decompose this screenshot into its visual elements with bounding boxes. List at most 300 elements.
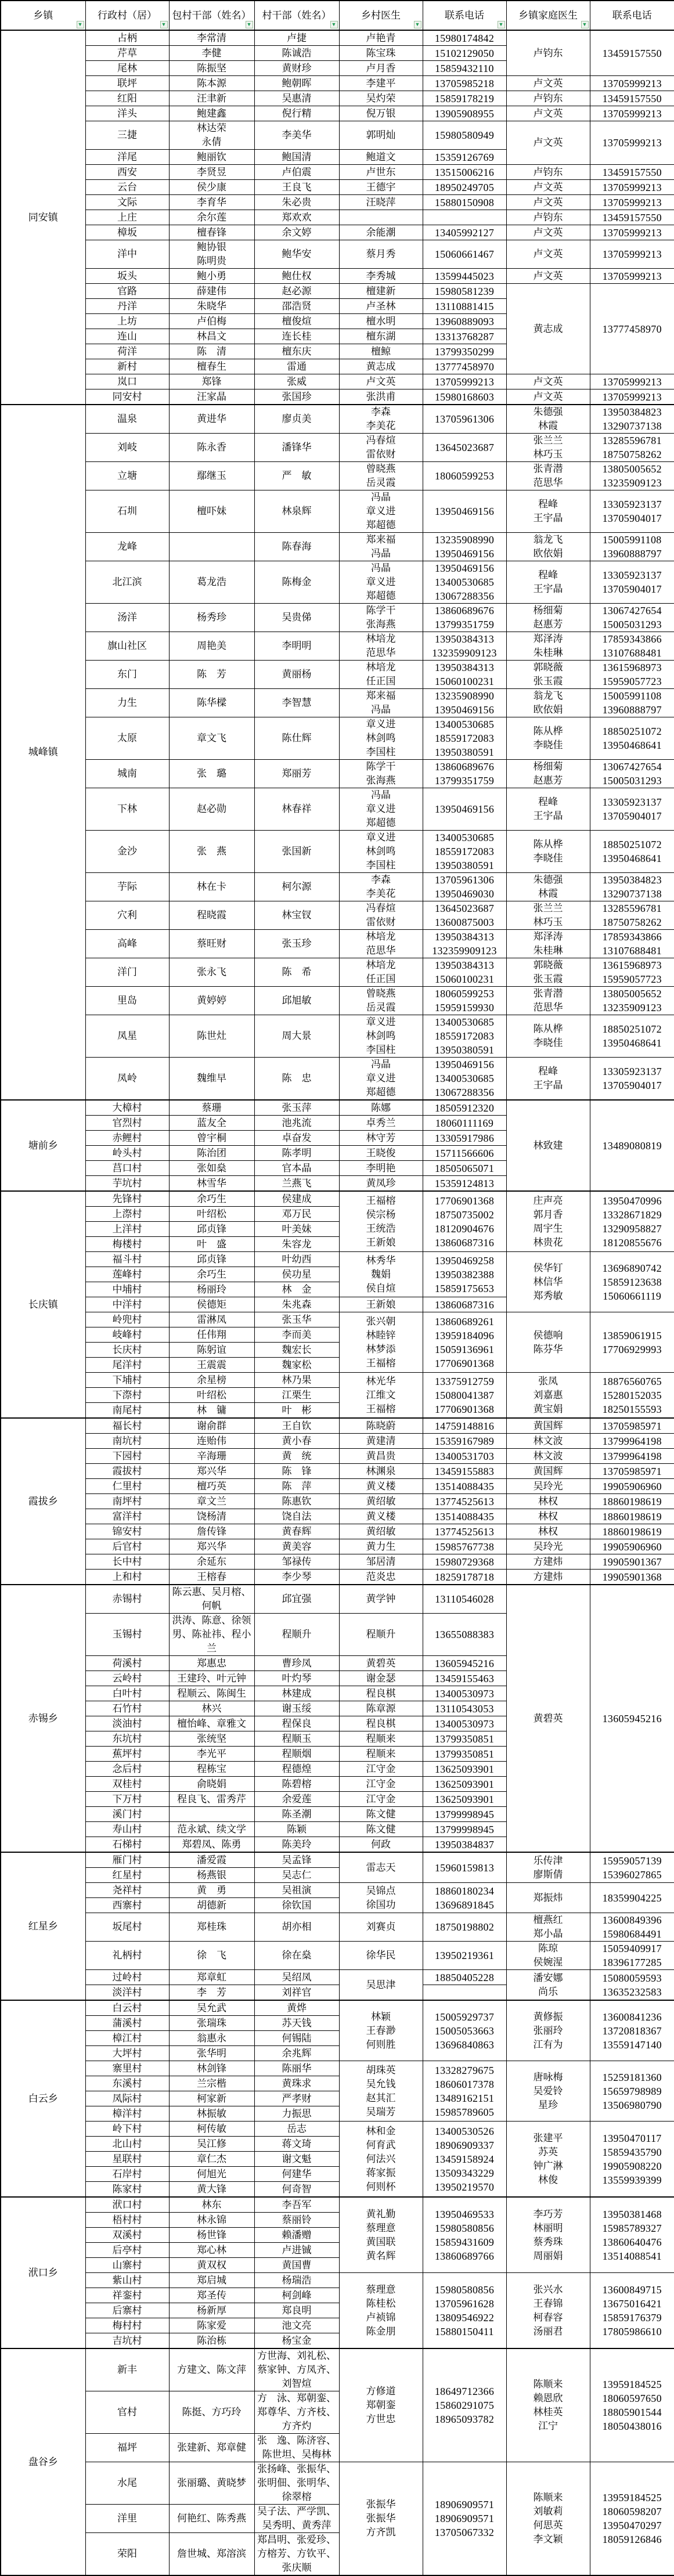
cell-doctor: 冯晶 章义进 郑超德 (339, 561, 423, 604)
cell-doctor: 陈文健 (339, 1807, 423, 1822)
cell-village: 旗山社区 (85, 632, 169, 661)
cell-cadre: 方建文、陈文萍 (169, 2348, 254, 2391)
column-header-label: 乡镇 (33, 9, 53, 21)
cell-doctor: 冯晶 章义进 郑超德 (339, 1058, 423, 1101)
cell-doctor: 林培龙 范思华 (339, 632, 423, 661)
cell-doctor: 程顺来 (339, 1731, 423, 1747)
cell-village: 同安村 (85, 389, 169, 405)
cell-cadre: 魏维早 (169, 1058, 254, 1101)
cell-official: 陈 萍 (254, 1479, 339, 1494)
cell-official: 雷通 (254, 359, 339, 374)
table-row (1, 91, 674, 106)
table-row (1, 1100, 674, 1116)
cell-village: 樟坂 (85, 225, 169, 240)
cell-phone: 13950469156 (423, 788, 506, 831)
cell-family-doctor: 陈从桦 李晓佳 (506, 717, 590, 760)
cell-family-doctor: 乐传津 廖斯倩 (506, 1852, 590, 1883)
cell-doctor: 林颖 王春渺 何则胜 (339, 2000, 423, 2061)
cell-official: 魏宏长 (254, 1343, 339, 1358)
cell-official: 林泉辉 (254, 490, 339, 533)
cell-family-phone: 13305923137 13705904017 (590, 788, 674, 831)
cell-village: 新丰 (85, 2348, 169, 2391)
cell-cadre: 李 芳 (169, 1985, 254, 2001)
table-row (1, 2197, 674, 2213)
cell-village: 下万村 (85, 1792, 169, 1807)
cell-cadre: 谢俞群 (169, 1418, 254, 1434)
cell-doctor: 吴思津 (339, 1970, 423, 2001)
cell-family-doctor: 李巧芳 林丽明 蔡秀珠 周丽娟 (506, 2197, 590, 2273)
cell-doctor: 程顺升 (339, 1614, 423, 1656)
cell-family-phone: 13459157550 (590, 30, 674, 76)
cell-family-phone: 18876560765 15280152035 18250155593 (590, 1373, 674, 1419)
cell-village: 红阳 (85, 91, 169, 106)
cell-official: 严孝财 (254, 2091, 339, 2106)
cell-family-phone: 13705999213 (590, 269, 674, 284)
cell-family-phone: 13805005652 13235909123 (590, 987, 674, 1015)
cell-cadre: 林永锦 (169, 2213, 254, 2228)
cell-cadre: 杨丽玲 (169, 1282, 254, 1297)
cell-official: 柯尔源 (254, 873, 339, 901)
cell-official: 张 逸、陈济容、陈世坦、吴梅林 (254, 2434, 339, 2462)
cell-family-phone: 13605945216 (590, 1585, 674, 1852)
filter-dropdown-icon[interactable]: ▼ (330, 21, 338, 28)
table-row (1, 717, 674, 760)
filter-dropdown-icon[interactable]: ▼ (414, 21, 421, 28)
cell-family-phone: 19905901367 (590, 1554, 674, 1570)
cell-family-doctor: 黄国辉 (506, 1464, 590, 1479)
cell-family-phone: 13959184525 18060597650 18805901544 18050438016 (590, 2348, 674, 2462)
cell-family-phone: 13777458970 (590, 284, 674, 374)
cell-phone: 15980729368 (423, 1554, 506, 1570)
cell-official: 赖潘赠 (254, 2228, 339, 2243)
cell-phone: 13860689676 13799351759 (423, 604, 506, 632)
cell-village: 联坪 (85, 76, 169, 91)
cell-village: 长庆村 (85, 1343, 169, 1358)
table-row (1, 1509, 674, 1524)
cell-cadre: 陈振坚 (169, 61, 254, 76)
cell-doctor: 江守金 (339, 1762, 423, 1777)
column-header-8 (590, 1, 674, 30)
cell-family-phone: 18860198619 (590, 1524, 674, 1539)
cell-cadre: 王建玲、叶元钟 (169, 1671, 254, 1686)
column-header-2 (85, 1, 169, 30)
cell-cadre: 鲍丽钦 (169, 150, 254, 165)
cell-cadre: 侯德矩 (169, 1297, 254, 1312)
cell-doctor: 范炎忠 (339, 1570, 423, 1585)
cell-cadre: 何旭光 (169, 2167, 254, 2182)
cell-cadre: 卢伯梅 (169, 314, 254, 329)
township-cell: 白云乡 (1, 2000, 85, 2197)
cell-official: 鲍朝晖 (254, 76, 339, 91)
cell-cadre: 余星榜 (169, 1373, 254, 1388)
cell-doctor: 汪晓萍 (339, 195, 423, 210)
filter-dropdown-icon[interactable]: ▼ (498, 21, 505, 28)
cell-cadre: 郑兴华 (169, 1539, 254, 1554)
cell-cadre: 杨新厚 (169, 2303, 254, 2318)
cell-cadre: 黄 勇 (169, 1883, 254, 1898)
cell-phone: 15359124813 (423, 1176, 506, 1192)
cell-phone: 18505065071 (423, 1161, 506, 1176)
cell-cadre: 柯传敏 (169, 2122, 254, 2137)
cell-village: 后官村 (85, 1539, 169, 1554)
cell-cadre: 程顺云、陈闽生 (169, 1686, 254, 1701)
cell-phone: 13375912759 15080041387 17706901368 (423, 1373, 506, 1419)
cell-village: 荷洋 (85, 344, 169, 359)
cell-phone: 18850405228 (423, 1970, 506, 1985)
cell-cadre: 陈躬谊 (169, 1343, 254, 1358)
cell-official: 林春祥 (254, 788, 339, 831)
cell-phone: 13705999213 (423, 374, 506, 389)
filter-dropdown-icon[interactable]: ▼ (246, 21, 253, 28)
cell-official: 陈碧榕 (254, 1777, 339, 1792)
cell-village: 莒口村 (85, 1161, 169, 1176)
cell-official: 郑欢欢 (254, 210, 339, 225)
township-cell: 盘谷乡 (1, 2348, 85, 2575)
cell-village: 凤星 (85, 1015, 169, 1058)
cell-village: 芋坑村 (85, 1176, 169, 1192)
table-row (1, 1434, 674, 1449)
cell-cadre: 林昌文 (169, 329, 254, 344)
table-row (1, 604, 674, 632)
cell-village: 岭头村 (85, 1146, 169, 1161)
cell-official: 周大景 (254, 1015, 339, 1058)
cell-doctor: 卢月香 (339, 61, 423, 76)
cell-village: 仁里村 (85, 1479, 169, 1494)
table-row (1, 1252, 674, 1267)
cell-cadre (169, 533, 254, 561)
cell-village: 连山 (85, 329, 169, 344)
cell-family-phone: 13305923137 13705904017 (590, 490, 674, 533)
cell-family-phone: 15080059593 13635232583 (590, 1970, 674, 2001)
cell-official: 余文婷 (254, 225, 339, 240)
cell-family-phone: 13705999213 (590, 106, 674, 121)
cell-official: 邹禄传 (254, 1554, 339, 1570)
cell-family-phone: 13067427654 15005031293 (590, 760, 674, 788)
cell-cadre: 余尔莲 (169, 210, 254, 225)
cell-village: 西安 (85, 165, 169, 180)
cell-cadre: 洪涛、陈意、徐领男、陈祉祎、程小兰 (169, 1614, 254, 1656)
cell-official: 李智慧 (254, 689, 339, 717)
cell-cadre: 张 燕 (169, 831, 254, 873)
column-header-label: 行政村（居） (98, 9, 157, 21)
cell-village: 双溪村 (85, 2228, 169, 2243)
cell-village: 礼柄村 (85, 1942, 169, 1970)
cell-family-doctor: 卢文英 (506, 121, 590, 165)
cell-family-doctor: 黄修振 张丽玲 江有为 (506, 2000, 590, 2061)
cell-village: 北江滨 (85, 561, 169, 604)
cell-official: 黄春辉 (254, 1524, 339, 1539)
cell-doctor: 李明艳 (339, 1161, 423, 1176)
cell-doctor: 黄碧英 (339, 1656, 423, 1671)
cell-village: 后寨村 (85, 2303, 169, 2318)
cell-cadre: 雷淋凤 (169, 1312, 254, 1327)
cell-phone: 13799998945 (423, 1822, 506, 1837)
cell-cadre: 鄢继玉 (169, 462, 254, 490)
cell-village: 赤鲤村 (85, 1131, 169, 1146)
cell-cadre: 檀春锋 (169, 225, 254, 240)
table-row (1, 831, 674, 873)
cell-official: 江栗生 (254, 1388, 339, 1403)
cell-cadre: 林在卡 (169, 873, 254, 901)
cell-official: 黄珠求 (254, 2076, 339, 2091)
cell-cadre: 张统坚 (169, 1731, 254, 1747)
cell-village: 霞拔村 (85, 1464, 169, 1479)
cell-village: 洋尾 (85, 150, 169, 165)
table-row (1, 930, 674, 958)
cell-family-doctor: 郭晓薇 张玉霞 (506, 661, 590, 689)
cell-cadre: 杨燕银 (169, 1868, 254, 1883)
cell-doctor: 陈晓蔚 (339, 1418, 423, 1434)
cell-village: 龙峰 (85, 533, 169, 561)
cell-official: 吴祖演 (254, 1883, 339, 1898)
cell-village: 大樟村 (85, 1100, 169, 1116)
cell-doctor: 林渊泉 (339, 1464, 423, 1479)
cell-cadre: 饶杨清 (169, 1509, 254, 1524)
cell-family-doctor: 陈顺来 赖恩欣 林桂英 江宁 (506, 2348, 590, 2462)
cell-doctor: 刘赛贞 (339, 1913, 423, 1942)
cell-village: 力生 (85, 689, 169, 717)
cell-cadre: 李贤昱 (169, 165, 254, 180)
cell-family-phone: 13459157550 (590, 210, 674, 225)
cell-doctor: 张振华 张振华 方齐凯 (339, 2462, 423, 2576)
cell-village: 洑口村 (85, 2197, 169, 2213)
table-row (1, 661, 674, 689)
table-row (1, 490, 674, 533)
cell-village: 樟江村 (85, 2031, 169, 2046)
table-row (1, 225, 674, 240)
cell-official: 张国新 (254, 831, 339, 873)
cell-family-phone: 18850251072 13950468641 (590, 831, 674, 873)
cell-cadre: 陈永香 (169, 434, 254, 462)
cell-phone: 15859432110 (423, 61, 506, 76)
cell-village: 梅楼村 (85, 1237, 169, 1252)
table-row (1, 1479, 674, 1494)
cell-family-doctor: 张凤 刘嘉惠 黄宝娟 (506, 1373, 590, 1419)
table-row (1, 533, 674, 561)
cell-family-doctor: 张兰兰 林巧玉 (506, 901, 590, 930)
table-row (1, 689, 674, 717)
cell-cadre: 程晓霞 (169, 901, 254, 930)
cell-doctor: 程良棋 (339, 1716, 423, 1731)
cell-village: 芋际 (85, 873, 169, 901)
cell-village: 里岛 (85, 987, 169, 1015)
cell-cadre: 杨世锋 (169, 2228, 254, 2243)
cell-village: 赤锡村 (85, 1585, 169, 1614)
cell-family-phone: 13459157550 (590, 91, 674, 106)
cell-doctor: 郭明灿 (339, 121, 423, 150)
cell-official: 严 敏 (254, 462, 339, 490)
cell-cadre: 李健 (169, 46, 254, 61)
cell-doctor: 曾晓燕 岳灵霞 (339, 987, 423, 1015)
table-row (1, 389, 674, 405)
filter-dropdown-icon[interactable]: ▼ (77, 21, 84, 28)
table-row (1, 2273, 674, 2288)
cell-official: 蔡丽铃 (254, 2213, 339, 2228)
cell-doctor: 江守金 (339, 1777, 423, 1792)
cell-family-phone: 13799964198 (590, 1449, 674, 1464)
cell-family-doctor: 郭晓薇 张玉霞 (506, 958, 590, 987)
cell-official: 吴惠清 (254, 91, 339, 106)
cell-official: 余爱莲 (254, 1792, 339, 1807)
cell-cadre: 徐 飞 (169, 1942, 254, 1970)
cell-village: 寨里村 (85, 2061, 169, 2076)
cell-village: 洋头 (85, 106, 169, 121)
cell-village: 南坑村 (85, 1434, 169, 1449)
cell-family-doctor: 林文波 (506, 1449, 590, 1464)
cell-cadre: 黄婷婷 (169, 987, 254, 1015)
cell-phone: 13950469156 13400530685 13067288356 (423, 1058, 506, 1101)
cell-official: 李明明 (254, 632, 339, 661)
cell-doctor: 方修道 郑朝銮 方世忠 (339, 2348, 423, 2462)
cell-village: 石竹村 (85, 1701, 169, 1716)
table-row (1, 2348, 674, 2391)
cell-family-phone: 13305923137 13705904017 (590, 1058, 674, 1101)
cell-doctor: 章义进 林剑鸣 李国柱 (339, 1015, 423, 1058)
cell-family-phone: 13285596781 18750758262 (590, 901, 674, 930)
cell-official: 叶美妹 (254, 1222, 339, 1237)
cell-village: 尧祥村 (85, 1883, 169, 1898)
cell-official: 侯功星 (254, 1267, 339, 1282)
cell-phone: 13860689261 13959184096 15059136961 17706901368 (423, 1312, 506, 1373)
cell-cadre: 陈 清 (169, 344, 254, 359)
cell-doctor: 陈文健 (339, 1822, 423, 1837)
cell-doctor: 李建平 (339, 76, 423, 91)
table-row (1, 632, 674, 661)
cell-phone: 18860180234 13696891845 (423, 1883, 506, 1913)
cell-cadre: 叶绍松 (169, 1207, 254, 1222)
cell-family-doctor: 张兰兰 林巧玉 (506, 434, 590, 462)
cell-cadre: 黄进华 (169, 405, 254, 434)
cell-official: 程保良 (254, 1716, 339, 1731)
cell-cadre: 邱贞锋 (169, 1252, 254, 1267)
cell-official: 黄烨 (254, 2000, 339, 2016)
cell-village: 山寨村 (85, 2258, 169, 2273)
cell-family-doctor: 方建炜 (506, 1570, 590, 1585)
cell-family-phone: 13696890742 15859123638 15060661119 (590, 1252, 674, 1312)
cell-village: 云岭村 (85, 1671, 169, 1686)
cell-cadre: 李育华 (169, 195, 254, 210)
cell-official: 徐钦国 (254, 1898, 339, 1913)
cell-village: 洋门 (85, 958, 169, 987)
table-row (1, 1554, 674, 1570)
cell-phone: 15985767738 (423, 1539, 506, 1554)
cell-official: 程顺烟 (254, 1747, 339, 1762)
cell-official: 陈丽华 (254, 2061, 339, 2076)
filter-dropdown-icon[interactable]: ▼ (160, 21, 168, 28)
cell-official: 何奇智 (254, 2182, 339, 2198)
cell-doctor: 林守芳 (339, 1131, 423, 1146)
filter-dropdown-icon[interactable]: ▼ (581, 21, 589, 28)
table-row (1, 2061, 674, 2076)
cell-family-phone: 13950470117 15859435790 19905908220 13559939399 (590, 2122, 674, 2198)
cell-family-doctor: 方建炜 (506, 1554, 590, 1570)
cell-family-doctor: 陈顺来 刘敏莉 何思英 李文颖 (506, 2462, 590, 2576)
cell-phone: 13400530685 18559172083 13950380591 (423, 831, 506, 873)
cell-village: 莲峰村 (85, 1267, 169, 1282)
cell-family-doctor: 吴玲光 (506, 1479, 590, 1494)
cell-official: 李吾军 (254, 2197, 339, 2213)
cell-official: 吴孟锋 (254, 1852, 339, 1868)
cell-official: 张玉华 (254, 1312, 339, 1327)
cell-village: 梧村村 (85, 2213, 169, 2228)
cell-village: 雁门村 (85, 1852, 169, 1868)
cell-family-phone: 13705999213 (590, 374, 674, 389)
table-row (1, 30, 674, 46)
cell-village: 坂头 (85, 269, 169, 284)
column-header-label: 联系电话 (612, 9, 652, 21)
cell-phone: 13459155463 (423, 1671, 506, 1686)
cell-phone: 15960159813 (423, 1852, 506, 1883)
cell-doctor: 程良棋 (339, 1686, 423, 1701)
cell-family-phone: 13950384823 13290737138 (590, 873, 674, 901)
cell-family-doctor: 陈从桦 李晓佳 (506, 831, 590, 873)
cell-phone: 13799998945 (423, 1807, 506, 1822)
cell-cadre: 汪聿新 (169, 91, 254, 106)
cell-phone: 13110543053 (423, 1701, 506, 1716)
cell-village: 玉锡村 (85, 1614, 169, 1656)
cell-family-doctor: 卢文英 (506, 180, 590, 195)
table-row (1, 1464, 674, 1479)
cell-cadre: 陈治栋 (169, 2333, 254, 2349)
cell-doctor: 黄建清 (339, 1434, 423, 1449)
cell-village: 北山村 (85, 2137, 169, 2152)
cell-cadre: 王震震 (169, 1358, 254, 1373)
cell-doctor: 余能潮 (339, 225, 423, 240)
cell-cadre: 陈挺、方巧玲 (169, 2391, 254, 2434)
cell-official: 柯剑峰 (254, 2288, 339, 2303)
cell-cadre: 檀吓妹 (169, 490, 254, 533)
table-row (1, 405, 674, 434)
cell-phone: 13405992127 (423, 225, 506, 240)
column-header-1 (1, 1, 85, 30)
cell-official: 倪行精 (254, 106, 339, 121)
cell-family-phone: 13600849715 13675016421 15859176379 17805986610 (590, 2273, 674, 2349)
cell-village: 福坪 (85, 2434, 169, 2462)
cell-official: 黄丽杨 (254, 661, 339, 689)
cell-family-phone: 18850251072 13950468641 (590, 717, 674, 760)
cell-cadre: 李光平 (169, 1747, 254, 1762)
cell-doctor: 陈章源 (339, 1701, 423, 1716)
cell-cadre: 章仁杰 (169, 2152, 254, 2167)
table-row (1, 1449, 674, 1464)
cell-family-doctor: 卢钧东 (506, 165, 590, 180)
cell-phone: 13110881415 (423, 299, 506, 314)
cell-doctor: 冯晶 章义进 郑超德 (339, 490, 423, 533)
column-header-label: 包村干部（姓名） (172, 9, 251, 21)
cell-phone: 18060599253 (423, 462, 506, 490)
cell-family-phone: 13600849396 15980684491 (590, 1913, 674, 1942)
cell-doctor: 江守金 (339, 1792, 423, 1807)
cell-family-phone: 13705999213 (590, 195, 674, 210)
cell-phone: 13514088435 (423, 1509, 506, 1524)
cell-family-doctor: 卢文英 (506, 76, 590, 91)
cell-cadre: 林雪华 (169, 1176, 254, 1192)
cell-village: 白云村 (85, 2000, 169, 2016)
table-row (1, 1570, 674, 1585)
cell-village: 上和村 (85, 1570, 169, 1585)
cell-village: 石梯村 (85, 1837, 169, 1853)
column-header-label: 村干部（姓名） (262, 9, 331, 21)
table-row (1, 1852, 674, 1868)
cell-phone: 13860689676 13799351759 (423, 760, 506, 788)
cell-cadre: 张如燊 (169, 1161, 254, 1176)
cell-village: 梅村村 (85, 2318, 169, 2333)
table-row (1, 873, 674, 901)
cell-phone: 13305917986 (423, 1131, 506, 1146)
cell-family-phone: 15059409917 18396177285 (590, 1942, 674, 1970)
cell-doctor: 黄昌贵 (339, 1449, 423, 1464)
cell-doctor: 冯春煊 雷依财 (339, 901, 423, 930)
